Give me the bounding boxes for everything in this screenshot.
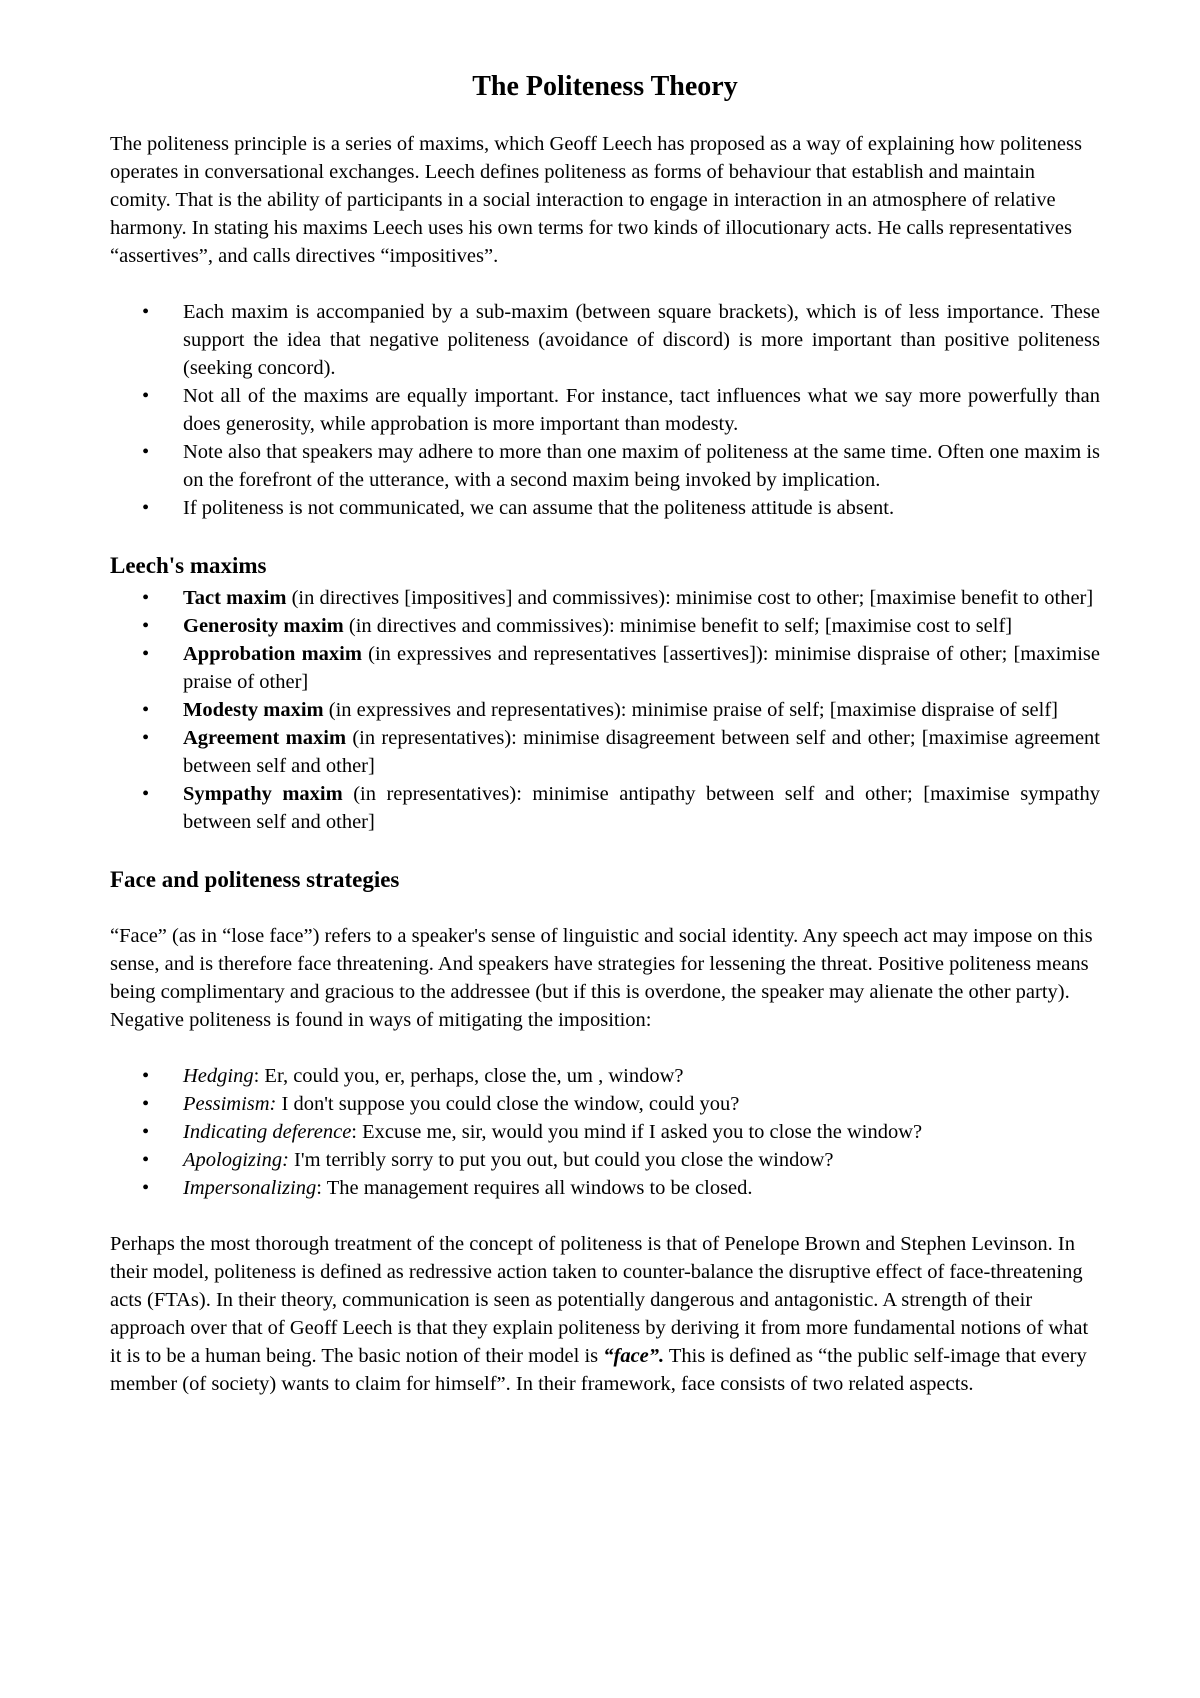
strategy-text: : The management requires all windows to be closed. [316, 1177, 753, 1199]
strategy-label: Apologizing: [183, 1149, 289, 1171]
list-item [110, 1090, 1100, 1118]
strategy-label: Indicating deference [183, 1121, 352, 1143]
list-item: • Each maxim is accompanied by a sub-maxim (between square brackets), which is of less importance. These support the idea that negative politeness (avoidance of discord) is more important than positive politeness (seeking concord). [110, 298, 1100, 382]
face-paragraph: “Face” (as in “lose face”) refers to a speaker's sense of linguistic and social identity. Any speech act may impose on this sense, and is therefore face threatening. And speakers have strategies for lessening the threat. Positive politeness means being complimentary and gracious to the addressee (but if this is overdone, the speaker may alienate the other party). Negative politeness is found in ways of mitigating the imposition: [110, 925, 1093, 1031]
list-item [110, 1062, 1100, 1090]
strategies-list [110, 1062, 1100, 1202]
maxim-name: Generosity maxim [183, 615, 344, 637]
list-item: • If politeness is not communicated, we can assume that the politeness attitude is absent. [110, 494, 1100, 522]
maxim-name: Approbation maxim [183, 643, 362, 665]
maxim-text: (in expressives and representatives): minimise praise of self; [maximise dispraise of self] [323, 699, 1059, 721]
list-item [110, 780, 1100, 836]
list-item [110, 612, 1100, 640]
strategy-label: Pessimism: [183, 1093, 277, 1115]
document-page [110, 70, 1100, 1398]
face-heading: Face and politeness strategies [110, 867, 400, 892]
maxim-name: Agreement maxim [183, 727, 347, 749]
list-item [110, 640, 1100, 696]
maxim-text: (in directives and commissives): minimise benefit to self; [maximise cost to self] [343, 615, 1013, 637]
intro-paragraph: The politeness principle is a series of maxims, which Geoff Leech has proposed as a way of explaining how politeness operates in conversational exchanges. Leech defines politeness as forms of behaviour that establish and maintain comity. That is the ability of participants in a social interaction to engage in interaction in an atmosphere of relative harmony. In stating his maxims Leech uses his own terms for two kinds of illocutionary acts. He calls representatives “assertives”, and calls directives “impositives”. [110, 133, 1082, 267]
strategy-label: Hedging [183, 1065, 254, 1087]
notes-list [110, 298, 1100, 522]
list-item [110, 1118, 1100, 1146]
maxim-text: (in directives [impositives] and commissives): minimise cost to other; [maximise benefit to other] [286, 587, 1094, 609]
list-item: • Not all of the maxims are equally important. For instance, tact influences what we say more powerfully than does generosity, while approbation is more important than modesty. [110, 382, 1100, 438]
final-text-after: This is defined as “the public self-image that every member (of society) wants to claim for himself”. In their framework, face consists of two related aspects. [110, 1345, 1087, 1395]
page-title: The Politeness Theory [472, 71, 738, 102]
maxims-list [110, 584, 1100, 836]
maxim-text: (in representatives): minimise antipathy between self and other; [maximise sympathy between self and other] [183, 783, 1100, 833]
list-item [110, 1146, 1100, 1174]
maxim-text: (in representatives): minimise disagreement between self and other; [maximise agreement between self and other] [183, 727, 1100, 777]
maxim-name: Tact maxim [183, 587, 287, 609]
list-item [110, 696, 1100, 724]
maxim-text: (in expressives and representatives [assertives]): minimise dispraise of other; [maximise praise of other] [183, 643, 1100, 693]
maxims-heading: Leech's maxims [110, 553, 267, 578]
maxim-name: Sympathy maxim [183, 783, 343, 805]
list-item [110, 584, 1100, 612]
list-item [110, 1174, 1100, 1202]
maxim-name: Modesty maxim [183, 699, 324, 721]
final-text-before: Perhaps the most thorough treatment of the concept of politeness is that of Penelope Brown and Stephen Levinson. In their model, politeness is defined as redressive action taken to counter-balance the disruptive effect of face-threatening acts (FTAs). In their theory, communication is seen as potentially dangerous and antagonistic. A strength of their approach over that of Geoff Leech is that they explain politeness by deriving it from more fundamental notions of what it is to be a human being. The basic notion of their model is [110, 1233, 1089, 1367]
strategy-text: : Excuse me, sir, would you mind if I asked you to close the window? [351, 1121, 923, 1143]
final-paragraph [110, 1230, 1100, 1398]
strategy-text: : Er, could you, er, perhaps, close the, um , window? [253, 1065, 684, 1087]
face-term: “face”. [603, 1345, 665, 1367]
strategy-text: I don't suppose you could close the window, could you? [276, 1093, 740, 1115]
list-item [110, 724, 1100, 780]
strategy-label: Impersonalizing [183, 1177, 317, 1199]
list-item: • Note also that speakers may adhere to more than one maxim of politeness at the same time. Often one maxim is on the forefront of the utterance, with a second maxim being invoked by implication. [110, 438, 1100, 494]
strategy-text: I'm terribly sorry to put you out, but could you close the window? [288, 1149, 834, 1171]
